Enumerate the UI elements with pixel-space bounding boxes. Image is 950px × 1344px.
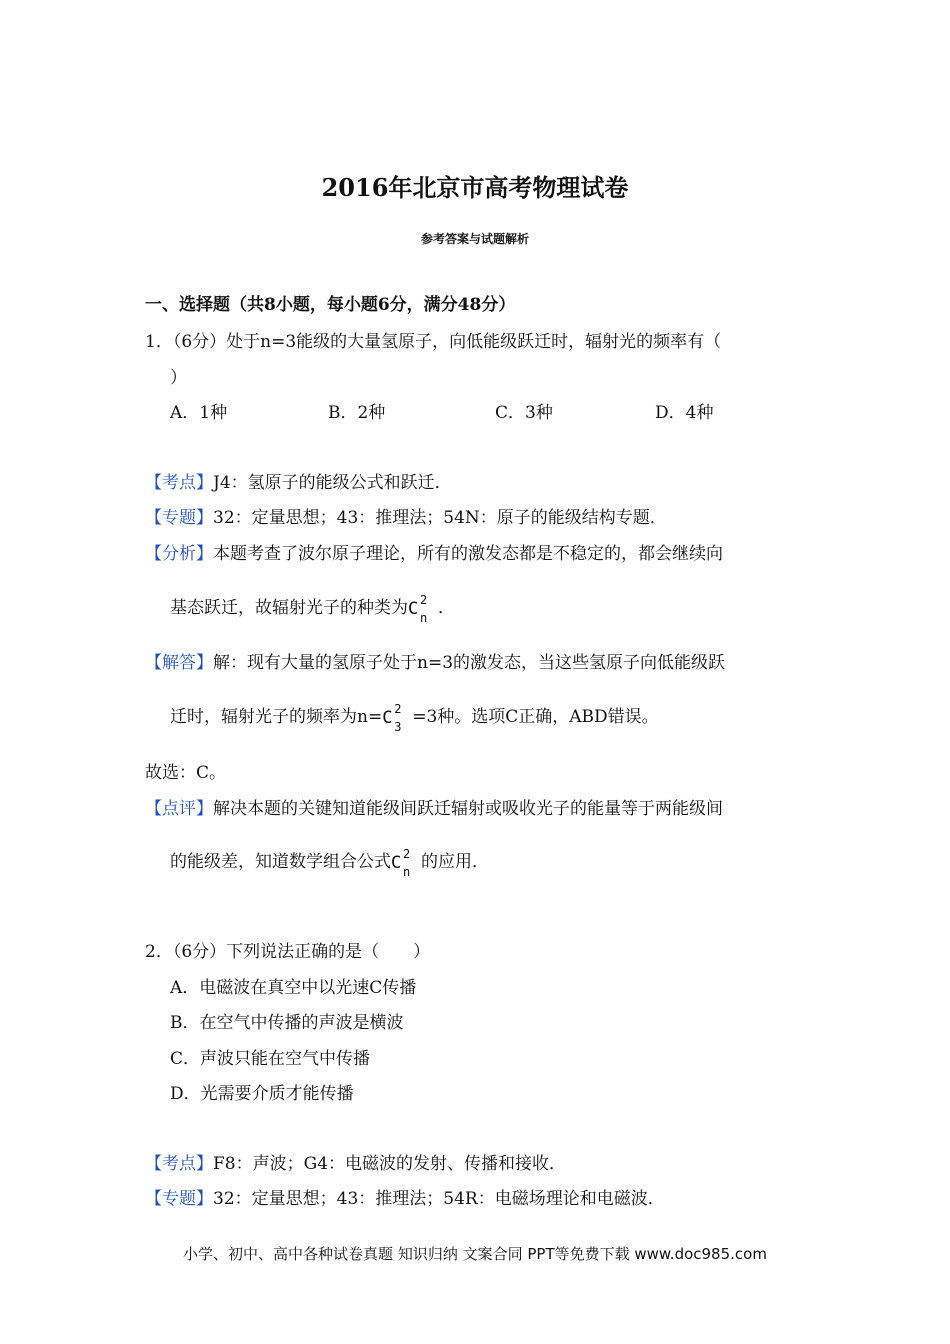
q1-dianping-line2 (170, 847, 489, 881)
combination-formula (408, 593, 438, 627)
q2-kaodian (145, 1149, 566, 1174)
zhuanti-tag: 【专题】 (145, 508, 213, 528)
q2-option-a: A．电磁波在真空中以光速C传播 (170, 978, 417, 998)
kaodian-tag: 【考点】 (145, 473, 213, 493)
page-subtitle: 参考答案与试题解析 (420, 232, 529, 246)
comb-n: 3 (394, 720, 402, 734)
jieda-tag: 【解答】 (145, 653, 213, 673)
comb-k: 2 (394, 702, 402, 716)
q1-jieda (145, 648, 725, 673)
q2-zhuanti (145, 1184, 665, 1209)
fenxi-text: 本题考查了波尔原子理论，所有的激发态都是不稳定的，都会继续向 (213, 544, 723, 564)
q1-jieda-line2 (170, 702, 659, 736)
jieda-line2-end: =3种。选项C正确，ABD错误。 (412, 707, 659, 727)
section-heading: 一、选择题（共8小题，每小题6分，满分48分） (145, 295, 516, 315)
q2-option-b: B．在空气中传播的声波是横波 (170, 1013, 404, 1033)
dianping-line2-text: 的能级差，知道数学组合公式 (170, 852, 391, 872)
q1-dianping (145, 794, 723, 819)
comb-n: n (403, 865, 411, 879)
q1-fenxi (145, 539, 723, 564)
q1-option-b: B．2种 (328, 403, 386, 423)
fenxi-line2-text: 基态跃迁，故辐射光子的种类为 (170, 598, 408, 618)
jieda-text: 解：现有大量的氢原子处于n=3的激发态，当这些氢原子向低能级跃 (213, 653, 726, 673)
zhuanti-text: 32：定量思想；43：推理法；54N：原子的能级结构专题． (213, 508, 667, 528)
q1-option-a: A．1种 (170, 403, 228, 423)
q1-zhuanti (145, 503, 667, 528)
q1-kaodian (145, 468, 452, 493)
comb-n: n (420, 611, 428, 625)
comb-c: C (382, 708, 393, 728)
comb-k: 2 (403, 847, 411, 861)
page-footer: 小学、初中、高中各种试卷真题 知识归纳 文案合同 PPT等免费下载 www.doc985.com (183, 1245, 767, 1263)
q1-option-d: D．4种 (655, 403, 714, 423)
comb-k: 2 (420, 593, 428, 607)
q1-option-c: C．3种 (495, 403, 553, 423)
comb-c: C (391, 853, 402, 873)
q1-stem-line1: 1．（6分）处于n=3能级的大量氢原子，向低能级跃迁时，辐射光的频率有（ (145, 332, 722, 352)
q1-stem-line2: ） (170, 368, 187, 388)
page-title: 2016年北京市高考物理试卷 (321, 173, 629, 202)
zhuanti-tag: 【专题】 (145, 1189, 213, 1209)
kaodian-text: F8：声波；G4：电磁波的发射、传播和接收． (213, 1154, 567, 1174)
dianping-tag: 【点评】 (145, 799, 213, 819)
q2-option-d: D．光需要介质才能传播 (170, 1084, 354, 1104)
comb-c: C (408, 599, 419, 619)
dianping-line2-end: 的应用． (421, 852, 489, 872)
zhuanti-text: 32：定量思想；43：推理法；54R：电磁场理论和电磁波． (213, 1189, 665, 1209)
combination-formula (391, 847, 421, 881)
kaodian-text: J4：氢原子的能级公式和跃迁． (213, 473, 452, 493)
q1-answer: 故选：C。 (145, 763, 227, 783)
fenxi-line2-end: ． (438, 598, 455, 618)
jieda-line2-text: 迁时，辐射光子的频率为n= (170, 707, 383, 727)
q2-stem: 2．（6分）下列说法正确的是（ ） (145, 942, 431, 962)
combination-formula (382, 702, 412, 736)
q2-option-c: C．声波只能在空气中传播 (170, 1049, 371, 1069)
dianping-text: 解决本题的关键知道能级间跃迁辐射或吸收光子的能量等于两能级间 (213, 799, 723, 819)
q1-fenxi-line2 (170, 593, 455, 627)
kaodian-tag: 【考点】 (145, 1154, 213, 1174)
fenxi-tag: 【分析】 (145, 544, 213, 564)
